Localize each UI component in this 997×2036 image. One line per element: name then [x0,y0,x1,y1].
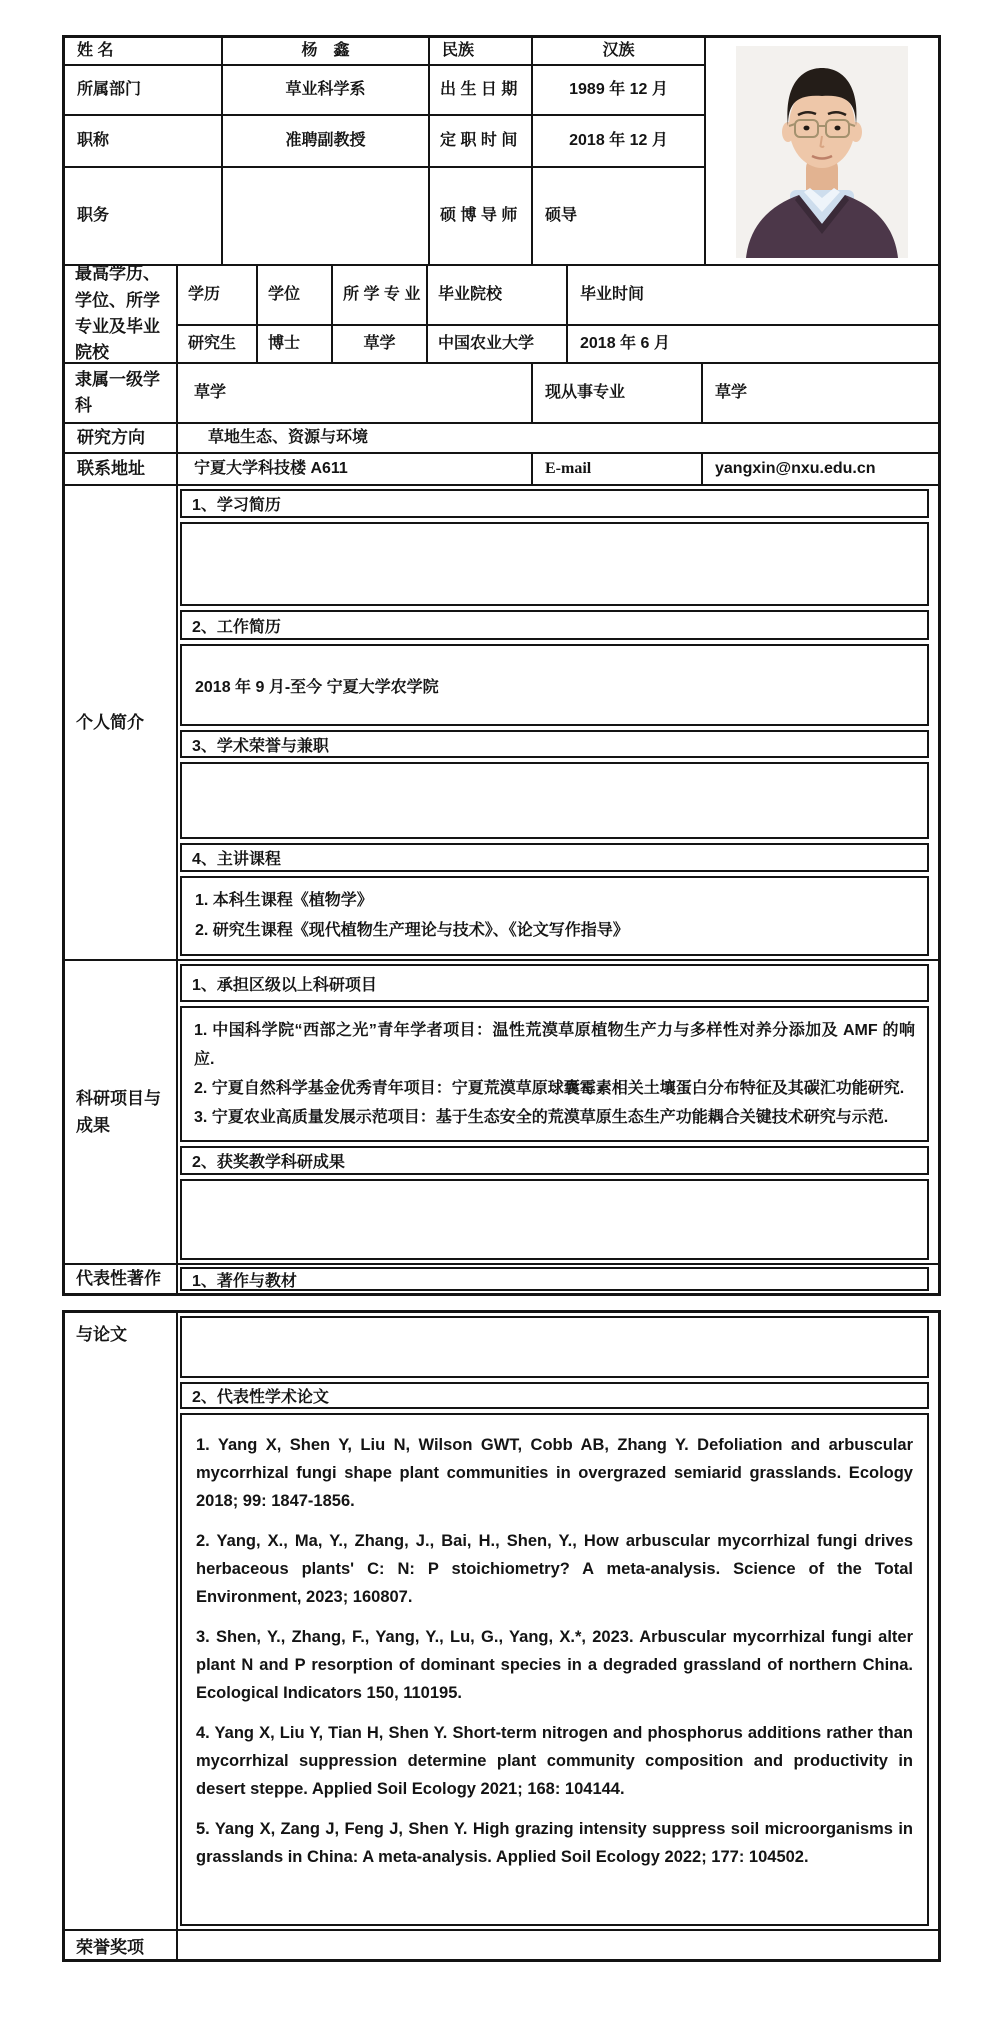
research-direction-label: 研究方向 [65,424,178,454]
major-col-header: 所 学 专 业 [333,266,428,326]
email-value: yangxin@nxu.edu.cn [703,454,938,486]
duty-label: 职务 [65,168,223,266]
major-value: 草学 [333,326,428,364]
work-history-content: 2018 年 9 月-至今 宁夏大学农学院 [180,644,929,726]
basic-info-block [65,38,938,266]
papers-body [178,1313,938,1929]
cv-form-sheet [62,35,941,1962]
papers-header: 2、代表性学术论文 [180,1382,929,1409]
name-label: 姓 名 [65,38,223,66]
honors-value-empty [178,1931,938,1959]
course-item: 2. 研究生课程《现代植物生产理论与技术》、《论文写作指导》 [195,922,629,939]
publications-section-part2 [65,1313,938,1929]
honors-label: 荣誉奖项 [65,1931,178,1959]
papers-content [180,1413,929,1926]
projects-header: 1、承担区级以上科研项目 [180,964,929,1002]
academic-honors-content-empty [180,762,929,839]
diploma-col-header: 学位 [258,266,333,326]
edu-history-content-empty [180,522,929,606]
department-value: 草业科学系 [223,66,430,116]
project-item: 3. 宁夏农业高质量发展示范项目：基于生态安全的荒漠草原生态生产功能耦合关键技术研究与示范. [194,1109,889,1126]
id-photo [736,46,908,258]
discipline-value: 草学 [178,364,533,424]
school-value: 中国农业大学 [428,326,568,364]
research-direction-row [65,424,938,454]
page-break-gap [62,1296,941,1310]
discipline-row [65,364,938,424]
education-section-label: 最高学历、学位、所学专业及毕业院校 [65,266,178,364]
project-item: 1. 中国科学院“西部之光”青年学者项目：温性荒漠草原植物生产力与多样性对养分添加及 AMF 的响应. [194,1022,915,1068]
profile-section-body [178,486,938,959]
publications-label-part1: 代表性著作 [65,1265,178,1293]
birth-date-value: 1989 年 12 月 [533,66,706,116]
name-value: 杨 鑫 [223,38,430,66]
paper-item: 5. Yang X, Zang J, Feng J, Shen Y. High grazing intensity suppress soil microorganisms in grasslands in China: A meta-analysis. Applied Soil Ecology 2022; 177: 104502. [196,1820,913,1866]
research-section [65,961,938,1265]
research-section-body [178,961,938,1263]
email-label: E-mail [533,454,703,486]
publications-label-part2: 与论文 [65,1313,178,1929]
projects-content [180,1006,929,1142]
birth-date-label: 出 生 日 期 [430,66,533,116]
cv-table-page1 [62,35,941,1296]
project-item: 2. 宁夏自然科学基金优秀青年项目：宁夏荒漠草原球囊霉素相关土壤蛋白分布特征及其碳汇功能研究. [194,1080,905,1097]
edu-history-header: 1、学习简历 [180,489,929,518]
books-body [178,1265,938,1293]
awards-header: 2、获奖教学科研成果 [180,1146,929,1175]
degree-value: 研究生 [178,326,258,364]
ethnicity-value: 汉族 [533,38,706,66]
degree-col-header: 学历 [178,266,258,326]
profile-section [65,486,938,961]
publications-section-part1 [65,1265,938,1293]
current-major-label: 现从事专业 [533,364,703,424]
research-direction-value: 草地生态、资源与环境 [178,424,938,454]
profile-section-label: 个人简介 [65,486,178,959]
contact-row [65,454,938,486]
mentor-value: 硕导 [533,168,706,266]
discipline-label: 隶属一级学科 [65,364,178,424]
duty-value [223,168,430,266]
education-block [65,266,938,364]
contact-label: 联系地址 [65,454,178,486]
title-label: 职称 [65,116,223,168]
course-item: 1. 本科生课程《植物学》 [195,892,373,909]
contact-address: 宁夏大学科技楼 A611 [178,454,533,486]
current-major-value: 草学 [703,364,938,424]
honors-row [65,1929,938,1959]
cv-table-page2 [62,1310,941,1962]
tenure-time-label: 定 职 时 间 [430,116,533,168]
gradtime-value: 2018 年 6 月 [568,326,938,364]
photo-cell [706,38,938,266]
academic-honors-header: 3、学术荣誉与兼职 [180,730,929,758]
books-header: 1、著作与教材 [180,1267,929,1291]
awards-content-empty [180,1179,929,1260]
paper-item: 1. Yang X, Shen Y, Liu N, Wilson GWT, Cobb AB, Zhang Y. Defoliation and arbuscular mycorrhizal fungi shape plant communities in overgrazed semiarid grasslands. Ecology 2018; 99: 1847-1856. [196,1436,913,1510]
diploma-value: 博士 [258,326,333,364]
paper-item: 2. Yang, X., Ma, Y., Zhang, J., Bai, H., Shen, Y., How arbuscular mycorrhizal fungi drives herbaceous plants' C: N: P stoichiometry? A meta-analysis. Science of the Total Environment, 2023; 160807. [196,1532,913,1606]
research-section-label: 科研项目与成果 [65,961,178,1263]
mentor-label: 硕 博 导 师 [430,168,533,266]
ethnicity-label: 民族 [430,38,533,66]
title-value: 准聘副教授 [223,116,430,168]
gradtime-col-header: 毕业时间 [568,266,938,326]
paper-item: 4. Yang X, Liu Y, Tian H, Shen Y. Short-term nitrogen and phosphorus additions rather than mycorrhizal suppression determine plant community composition and productivity in desert steppe. Applied Soil Ecology 2021; 168: 104144. [196,1724,913,1798]
paper-item: 3. Shen, Y., Zhang, F., Yang, Y., Lu, G., Yang, X.*, 2023. Arbuscular mycorrhizal fungi alter plant N and P resorption of dominant species in a degraded grassland of northern China. Ecological Indicators 150, 110195. [196,1628,913,1702]
books-content-empty [180,1316,929,1378]
school-col-header: 毕业院校 [428,266,568,326]
work-history-header: 2、工作简历 [180,610,929,640]
tenure-time-value: 2018 年 12 月 [533,116,706,168]
courses-header: 4、主讲课程 [180,843,929,872]
department-label: 所属部门 [65,66,223,116]
courses-content [180,876,929,956]
